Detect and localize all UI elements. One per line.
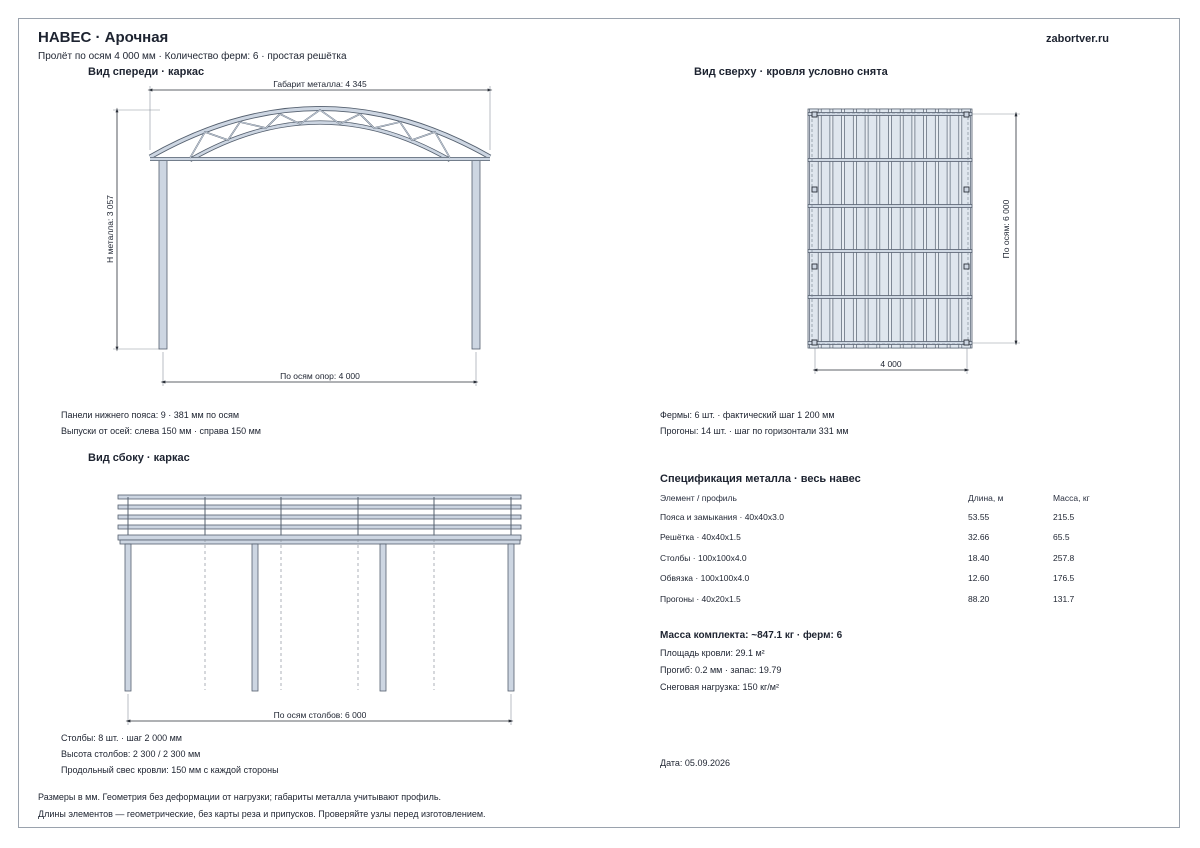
top-dim-bottom: 4 000 [880, 359, 902, 369]
spec-row-5-mass: 131.7 [1053, 594, 1075, 604]
spec-row-1-length: 53.55 [968, 512, 990, 522]
top-purlin [927, 109, 936, 348]
top-truss [808, 250, 972, 253]
spec-row-4-length: 12.60 [968, 573, 990, 583]
top-purlin [938, 109, 947, 348]
top-purlin [880, 109, 889, 348]
top-purlin [915, 109, 924, 348]
spec-row-4-mass: 176.5 [1053, 573, 1075, 583]
front-post-left [159, 160, 167, 349]
summary-line-3: Снеговая нагрузка: 150 кг/м² [660, 682, 779, 692]
side-dim-bottom: По осям столбов: 6 000 [273, 710, 367, 720]
top-purlin [892, 109, 901, 348]
side-view-title: Вид сбоку · каркас [88, 452, 190, 464]
top-view-title: Вид сверху · кровля условно снята [694, 66, 888, 78]
spec-row-2-length: 32.66 [968, 532, 990, 542]
spec-row-3-length: 18.40 [968, 553, 990, 563]
front-note-1: Панели нижнего пояса: 9 · 381 мм по осям [61, 410, 240, 420]
top-purlin [821, 109, 830, 348]
spec-title: Спецификация металла · весь навес [660, 473, 861, 485]
top-purlin [845, 109, 854, 348]
front-post-right [472, 160, 480, 349]
spec-row-5-element: Прогоны · 40x20x1.5 [660, 594, 741, 604]
top-truss [808, 205, 972, 208]
site-link[interactable]: zabortver.ru [1046, 33, 1109, 45]
spec-row-4-element: Обвязка · 100x100x4.0 [660, 573, 750, 583]
side-view [118, 495, 521, 725]
top-note-2: Прогоны: 14 шт. · шаг по горизонтали 331 мм [660, 426, 849, 436]
front-dim-bottom: По осям опор: 4 000 [280, 371, 360, 381]
top-purlin [950, 109, 959, 348]
page-subtitle: Пролёт по осям 4 000 мм · Количество ферм: 6 · простая решётка [38, 51, 347, 62]
top-purlin [903, 109, 912, 348]
footer-note-2: Длины элементов — геометрические, без карты реза и припусков. Проверяйте узлы перед изготовлением. [38, 809, 486, 819]
spec-row-2-element: Решётка · 40x40x1.5 [660, 532, 741, 542]
spec-row-3-mass: 257.8 [1053, 553, 1075, 563]
top-purlin [962, 109, 971, 348]
top-truss [808, 159, 972, 162]
summary-line-1: Площадь кровли: 29.1 м² [660, 648, 765, 658]
front-dim-left: H металла: 3 057 [105, 195, 115, 263]
spec-col-mass: Масса, кг [1053, 493, 1090, 503]
spec-col-element: Элемент / профиль [660, 493, 737, 503]
spec-row-1-element: Пояса и замыкания · 40x40x3.0 [660, 512, 784, 522]
top-purlin [833, 109, 842, 348]
front-view [105, 79, 490, 386]
front-view-title: Вид спереди · каркас [88, 66, 205, 78]
spec-row-1-mass: 215.5 [1053, 512, 1075, 522]
front-dim-top: Габарит металла: 4 345 [273, 79, 367, 89]
top-view [808, 109, 1020, 374]
summary-total: Масса комплекта: ~847.1 кг · ферм: 6 [660, 630, 843, 641]
top-note-1: Фермы: 6 шт. · фактический шаг 1 200 мм [660, 410, 835, 420]
top-purlin [810, 109, 819, 348]
top-purlin [868, 109, 877, 348]
top-dim-right: По осям: 6 000 [1001, 199, 1011, 259]
side-note-2: Высота столбов: 2 300 / 2 300 мм [61, 749, 201, 759]
spec-row-3-element: Столбы · 100x100x4.0 [660, 553, 747, 563]
summary-line-2: Прогиб: 0.2 мм · запас: 19.79 [660, 665, 782, 675]
top-truss [808, 296, 972, 299]
side-note-3: Продольный свес кровли: 150 мм с каждой стороны [61, 765, 279, 775]
drawing-date: Дата: 05.09.2026 [660, 758, 730, 768]
front-note-2: Выпуски от осей: слева 150 мм · справа 150 мм [61, 426, 261, 436]
top-purlin [856, 109, 865, 348]
spec-col-length: Длина, м [968, 493, 1004, 503]
spec-row-2-mass: 65.5 [1053, 532, 1070, 542]
spec-row-5-length: 88.20 [968, 594, 990, 604]
side-note-1: Столбы: 8 шт. · шаг 2 000 мм [61, 733, 182, 743]
footer-note-1: Размеры в мм. Геометрия без деформации от нагрузки; габариты металла учитывают профиль. [38, 792, 442, 802]
page-title: НАВЕС · Арочная [38, 29, 169, 46]
